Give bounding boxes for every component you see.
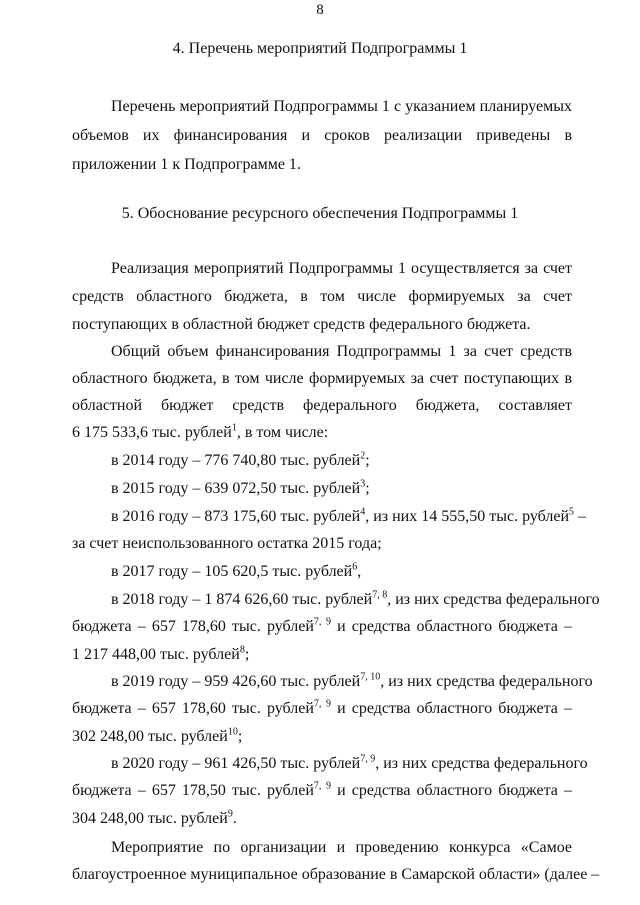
year-2018-federal: бюджета – 657 178,60 тыс. рублей xyxy=(72,618,314,635)
year-2020-tail: , из них средства федерального xyxy=(375,755,588,772)
section-5-heading: 5. Обоснование ресурсного обеспечения Подпрограммы 1 xyxy=(121,205,519,222)
year-2018-tail: , из них средства федерального xyxy=(387,591,600,608)
footnote-ref: 2 xyxy=(360,450,366,462)
year-2016-tail: – xyxy=(574,508,587,525)
year-2018-end: ; xyxy=(244,646,250,663)
year-2020-line xyxy=(111,753,588,774)
year-2019-regional: 302 248,00 тыс. рублей xyxy=(72,728,228,745)
year-2016-line-2: за счет неиспользованного остатка 2015 года; xyxy=(72,535,382,552)
year-2018-text: в 2018 году – 1 874 626,60 тыс. рублей xyxy=(111,591,373,608)
year-2018-line-3 xyxy=(72,645,572,665)
year-2019-text: в 2019 году – 959 426,60 тыс. рублей xyxy=(111,673,361,690)
year-2020-text: в 2020 году – 961 426,50 тыс. рублей xyxy=(111,755,361,772)
year-2020-line-2 xyxy=(72,781,572,801)
footnote-ref: 7, 8 xyxy=(372,589,388,601)
footnote-ref: 9 xyxy=(227,808,233,820)
year-2018-regional-label: и средства областного бюджета – xyxy=(331,618,573,635)
total-amount: 6 175 533,6 тыс. рублей xyxy=(72,424,232,441)
year-2020-regional: 304 248,00 тыс. рублей xyxy=(72,810,228,827)
footnote-ref: 8 xyxy=(239,644,245,656)
year-2019-end: ; xyxy=(237,728,243,745)
year-2015-line xyxy=(111,479,572,499)
year-2018-line xyxy=(111,589,600,610)
year-2017-tail: , xyxy=(357,563,362,580)
section-4-line-3: приложении 1 к Подпрограмме 1. xyxy=(72,156,301,173)
year-2016-line xyxy=(111,506,587,527)
year-2018-regional: 1 217 448,00 тыс. рублей xyxy=(72,646,240,663)
para1-line-2: средств областного бюджета, в том числе формируемых за счет xyxy=(72,288,572,305)
section-4-line-1: Перечень мероприятий Подпрограммы 1 с указанием планируемых xyxy=(111,98,572,115)
para1-line-3: поступающих в областной бюджет средств федерального бюджета. xyxy=(72,316,531,333)
year-2020-end: . xyxy=(232,810,237,827)
year-2016-text: в 2016 году – 873 175,60 тыс. рублей xyxy=(111,508,361,525)
section-4-line-2: объемов их финансирования и сроков реализации приведены в xyxy=(72,127,572,144)
para3-line-1: Мероприятие по организации и проведению конкурса «Самое xyxy=(111,839,572,856)
para2-line-3: областной бюджет средств федерального бюджета, составляет xyxy=(72,397,572,414)
year-2019-regional-label: и средства областного бюджета – xyxy=(331,700,573,717)
para1-line-1: Реализация мероприятий Подпрограммы 1 осуществляется за счет xyxy=(111,260,572,277)
year-2019-federal: бюджета – 657 178,60 тыс. рублей xyxy=(72,700,314,717)
footnote-ref: 5 xyxy=(569,506,575,518)
year-2015-tail: ; xyxy=(365,480,370,497)
footnote-ref: 1 xyxy=(231,422,237,434)
year-2020-line-3 xyxy=(72,809,572,829)
year-2019-tail: , из них средства федерального xyxy=(380,673,593,690)
year-2020-federal: бюджета – 657 178,50 тыс. рублей xyxy=(72,782,314,799)
section-4-heading: 4. Перечень мероприятий Подпрограммы 1 xyxy=(172,40,468,57)
para2-line-2: областного бюджета, в том числе формируемых за счет поступающих в xyxy=(72,370,572,387)
para2-line-1: Общий объем финансирования Подпрограммы 1 за счет средств xyxy=(111,343,572,360)
footnote-ref: 7, 9 xyxy=(313,780,332,792)
footnote-ref: 7, 9 xyxy=(313,616,332,628)
para3-line-2: благоустроенное муниципальное образование в Самарской области» (далее – xyxy=(72,866,600,883)
year-2014-line xyxy=(111,451,572,471)
year-2019-line-3 xyxy=(72,727,572,747)
year-2020-regional-label: и средства областного бюджета – xyxy=(331,782,573,799)
footnote-ref: 6 xyxy=(352,561,358,573)
year-2017-line xyxy=(111,562,572,582)
year-2016-mid: , из них 14 555,50 тыс. рублей xyxy=(365,508,570,525)
year-2015-text: в 2015 году – 639 072,50 тыс. рублей xyxy=(111,480,361,497)
footnote-ref: 7, 9 xyxy=(313,698,332,710)
page-number: 8 xyxy=(316,2,324,18)
total-amount-line xyxy=(72,423,572,443)
total-tail: , в том числе: xyxy=(236,424,329,441)
year-2014-text: в 2014 году – 776 740,80 тыс. рублей xyxy=(111,452,361,469)
year-2017-text: в 2017 году – 105 620,5 тыс. рублей xyxy=(111,563,353,580)
footnote-ref: 4 xyxy=(360,506,366,518)
footnote-ref: 3 xyxy=(360,478,366,490)
footnote-ref: 7, 10 xyxy=(360,671,381,683)
year-2018-line-2 xyxy=(72,617,572,637)
year-2019-line xyxy=(111,671,593,692)
year-2019-line-2 xyxy=(72,699,572,719)
footnote-ref: 10 xyxy=(227,726,238,738)
footnote-ref: 7, 9 xyxy=(360,753,376,765)
year-2014-tail: ; xyxy=(365,452,370,469)
